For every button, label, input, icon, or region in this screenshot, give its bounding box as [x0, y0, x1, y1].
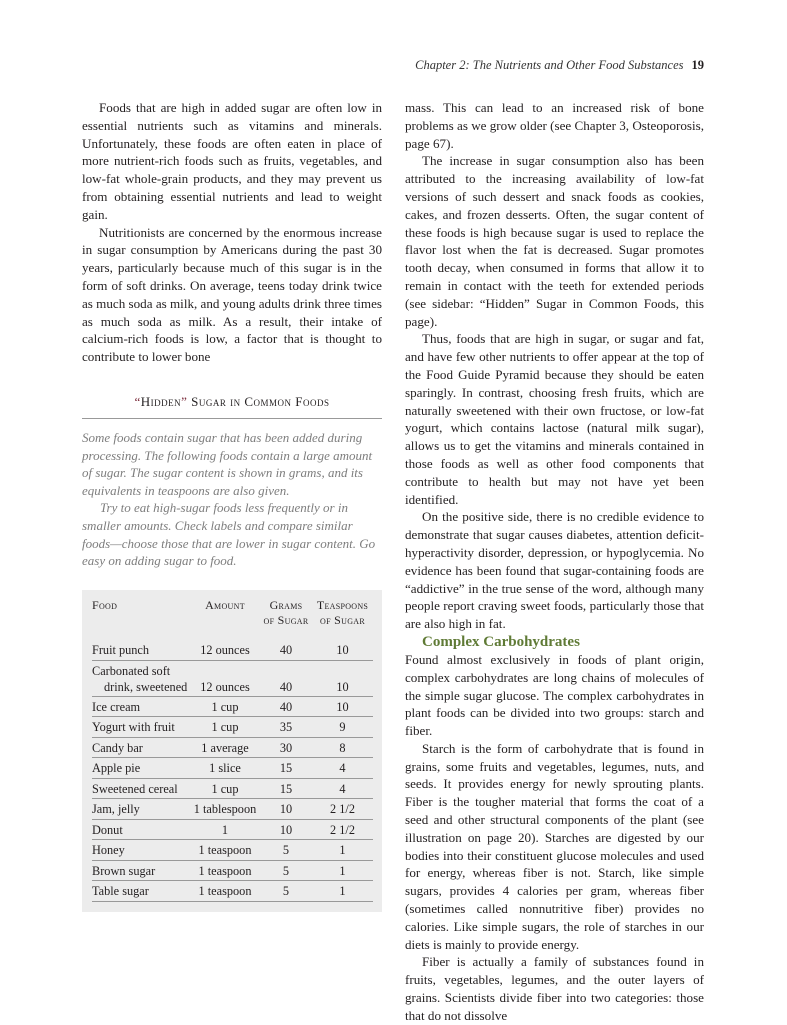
cell-amount: 1 cup: [190, 778, 260, 799]
paragraph: Thus, foods that are high in sugar, or sugar and fat, and have few other nutrients to offer appear at the top of the Food Guide Pyramid because they should be eaten sparingly. In contrast, choosing fresh fruits, which are naturally sweetened with their own fructose, or low-fat yogurt, which contains lactose (natural milk sugar), allows us to get the vitamins and minerals contained in those foods as well as other food components that contribute to health but may not have yet been identified.: [405, 331, 704, 507]
cell-amount: 1 teaspoon: [190, 881, 260, 902]
table-row: [92, 696, 373, 717]
cell-amount: 1 teaspoon: [190, 860, 260, 881]
left-column: [82, 99, 382, 366]
cell-teaspoons: 10: [312, 660, 373, 696]
right-column: [405, 99, 704, 1025]
section-heading: Complex Carbohydrates: [422, 633, 580, 650]
cell-food: Fruit punch: [92, 640, 190, 660]
cell-grams: 40: [260, 696, 312, 717]
col-header-food: Food: [92, 598, 118, 612]
paragraph: Fiber is actually a family of substances found in fruits, vegetables, legumes, and the outer layers of grains. Scientists divide fiber into two categories: those that do not dissolve: [405, 954, 704, 1023]
cell-grams: 40: [260, 640, 312, 660]
table-row: [92, 819, 373, 840]
table-row: [92, 737, 373, 758]
cell-food: Yogurt with fruit: [92, 717, 190, 738]
col-header-teaspoons: Teaspoons of Sugar: [316, 598, 369, 627]
cell-food: Brown sugar: [92, 860, 190, 881]
sidebar-intro-text: Some foods contain sugar that has been added during processing. The following foods contain a large amount of sugar. The sugar content is shown in grams, and its equivalents in teaspoons are also given.: [82, 430, 373, 498]
cell-amount: 1 tablespoon: [190, 799, 260, 820]
cell-grams: 40: [260, 660, 312, 696]
cell-teaspoons: 10: [312, 640, 373, 660]
cell-food: Sweetened cereal: [92, 778, 190, 799]
page-number: 19: [691, 58, 704, 72]
paragraph: Foods that are high in added sugar are often low in essential nutrients such as vitamins and minerals. Unfortunately, these foods are often eaten in place of more nutrient-rich foods such as fruits, vegetables, and low-fat whole-grain products, and they may prevent us from obtaining essential nutrients and lead to weight gain.: [82, 100, 382, 222]
cell-amount: 1 slice: [190, 758, 260, 779]
cell-food: Ice cream: [92, 696, 190, 717]
cell-food: Donut: [92, 819, 190, 840]
cell-grams: 30: [260, 737, 312, 758]
cell-teaspoons: 10: [312, 696, 373, 717]
paragraph: Found almost exclusively in foods of plant origin, complex carbohydrates are long chains of molecules of the simple sugar glucose. The complex carbohydrates in plant foods can be divided into two groups: starch and fiber.: [405, 651, 704, 739]
cell-food: Table sugar: [92, 881, 190, 902]
cell-amount: 1 cup: [190, 696, 260, 717]
cell-amount: 1 cup: [190, 717, 260, 738]
cell-teaspoons: 9: [312, 717, 373, 738]
table-row: [92, 799, 373, 820]
cell-teaspoons: 2 1/2: [312, 799, 373, 820]
paragraph: mass. This can lead to an increased risk of bone problems as we grow older (see Chapter 3, Osteoporosis, page 67).: [405, 100, 704, 151]
table-row: [92, 717, 373, 738]
table-row: [92, 860, 373, 881]
cell-teaspoons: 1: [312, 881, 373, 902]
cell-teaspoons: 4: [312, 758, 373, 779]
cell-teaspoons: 4: [312, 778, 373, 799]
sugar-table: [92, 598, 373, 902]
cell-amount: 1 teaspoon: [190, 840, 260, 861]
paragraph: On the positive side, there is no credible evidence to demonstrate that sugar causes diabetes, attention deficit-hyperactivity disorder, depression, or hypoglycemia. No evidence has been found that sugar-containing foods are “addictive” in the true sense of the word, although many people report craving sweet foods, particularly those that are also high in fat.: [405, 509, 704, 632]
cell-grams: 35: [260, 717, 312, 738]
paragraph: Starch is the form of carbohydrate that is found in grains, some fruits and vegetables, legumes, nuts, and seeds. It provides energy for newly sprouting plants. Fiber is the tougher material that forms the coat of a seed and other structural components of the plant (see illustration on page 20). Starches are digested by our bodies into their constituent glucose molecules and used for energy, whereas fiber is not. Starch, like simple sugars, provides 4 calories per gram, whereas fiber (sometimes called nonnutritive fiber) provides no calories. Like simple sugars, the role of starches in our diets is mainly to provide energy.: [405, 740, 704, 952]
cell-grams: 15: [260, 758, 312, 779]
cell-food: Honey: [92, 840, 190, 861]
paragraph: Nutritionists are concerned by the enormous increase in sugar consumption by Americans during the past 30 years, particularly because much of this sugar is in the form of soft drinks. On average, teens today drink twice as much soda as milk, and young adults drink three times as much soda as milk. As a result, their intake of calcium-rich foods is low, a factor that is thought to contribute to lower bone: [82, 224, 383, 365]
cell-teaspoons: 1: [312, 860, 373, 881]
running-header: [405, 58, 704, 73]
col-header-grams: Grams of Sugar: [263, 598, 309, 627]
cell-grams: 5: [260, 860, 312, 881]
table-row: [92, 640, 373, 660]
table-header-row: [92, 598, 373, 640]
cell-amount: 12 ounces: [190, 660, 260, 696]
cell-grams: 15: [260, 778, 312, 799]
cell-teaspoons: 1: [312, 840, 373, 861]
table-row: [92, 778, 373, 799]
table-row: [92, 660, 373, 696]
sugar-table-box: [82, 590, 382, 912]
cell-food: Apple pie: [92, 758, 190, 779]
sidebar-intro-text: Try to eat high-sugar foods less frequently or in smaller amounts. Check labels and compare similar foods—choose those that are lower in sugar content. Go easy on adding sugar to food.: [82, 500, 376, 569]
cell-teaspoons: 8: [312, 737, 373, 758]
chapter-title: Chapter 2: The Nutrients and Other Food Substances: [415, 58, 684, 72]
sidebar: [82, 394, 382, 570]
cell-grams: 10: [260, 819, 312, 840]
col-header-amount: Amount: [205, 598, 245, 612]
cell-grams: 10: [260, 799, 312, 820]
cell-food: Jam, jelly: [92, 799, 190, 820]
cell-amount: 12 ounces: [190, 640, 260, 660]
paragraph: The increase in sugar consumption also has been attributed to the increasing availability of low-fat versions of such dessert and snack foods as cookies, cakes, and frozen desserts. Often, the sugar content of these foods is high because sugar is used to replace the flavor lost when the fat is decreased. Sugar promotes tooth decay, when consumed in forms that allow it to remain in contact with the teeth for extended periods (see sidebar: “Hidden” Sugar in Common Foods, this page).: [405, 153, 704, 329]
table-row: [92, 881, 373, 902]
cell-amount: 1: [190, 819, 260, 840]
table-row: [92, 840, 373, 861]
cell-grams: 5: [260, 840, 312, 861]
sidebar-title: “Hidden” Sugar in Common Foods: [82, 394, 382, 419]
cell-teaspoons: 2 1/2: [312, 819, 373, 840]
cell-grams: 5: [260, 881, 312, 902]
cell-food: Candy bar: [92, 737, 190, 758]
cell-amount: 1 average: [190, 737, 260, 758]
cell-food: Carbonated soft drink, sweetened: [92, 660, 190, 696]
table-row: [92, 758, 373, 779]
sidebar-intro: [82, 429, 382, 570]
